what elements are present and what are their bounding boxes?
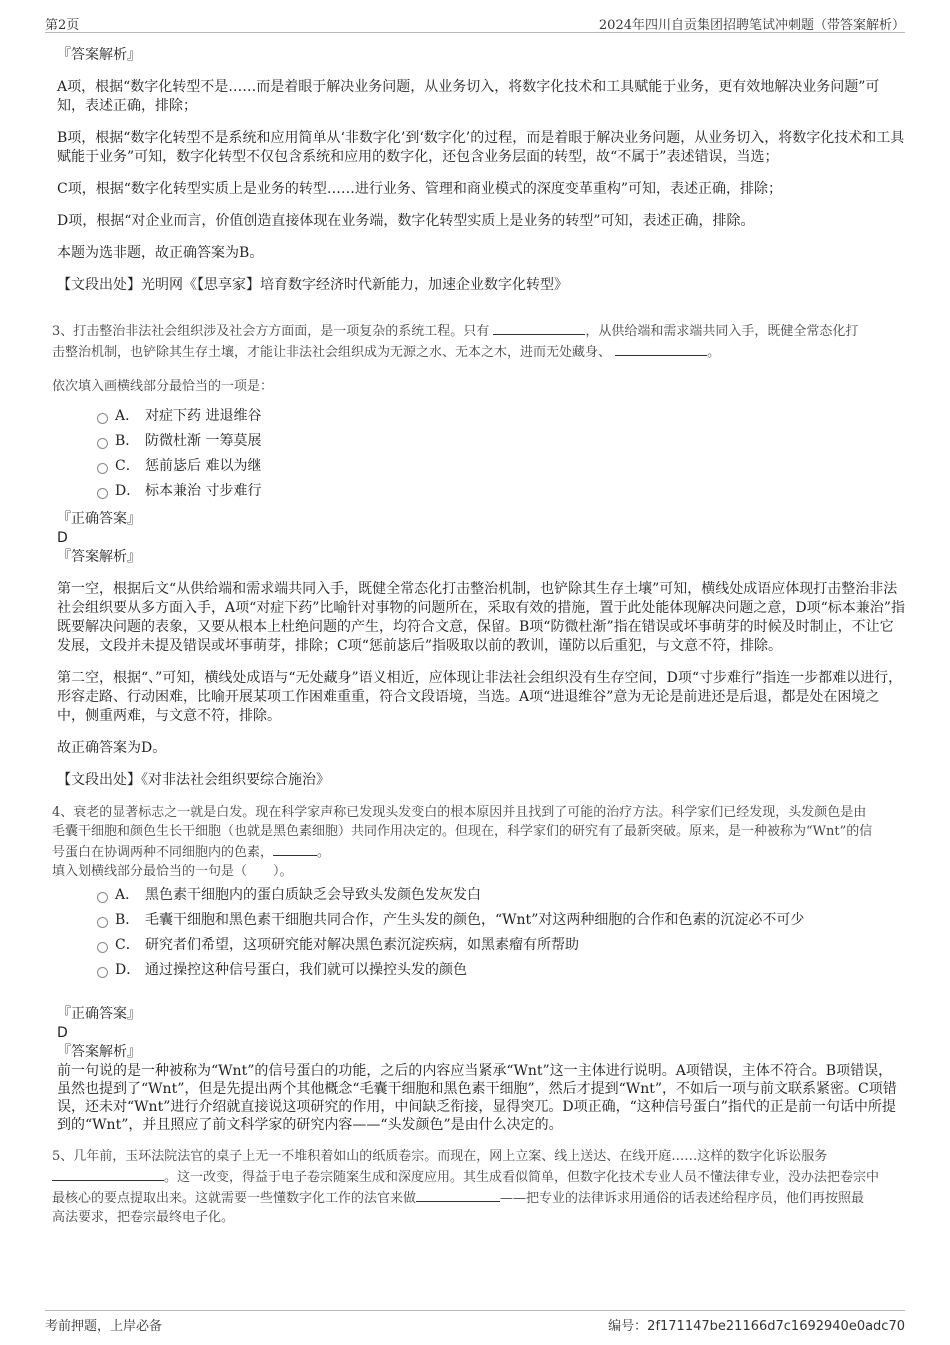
analysis-label: 『答案解析』 xyxy=(57,47,141,63)
option-label: D． xyxy=(115,483,141,499)
radio-button[interactable] xyxy=(97,413,108,424)
stem-text: 3、打击整治非法社会组织涉及社会方方面面，是一项复杂的系统工程。只有 xyxy=(52,324,490,339)
code-value: 2f171147be21166d7c1692940e0adc70 xyxy=(647,1319,905,1334)
radio-button[interactable] xyxy=(97,942,108,953)
option-text: 对症下药 进退维谷 xyxy=(145,408,262,424)
radio-button[interactable] xyxy=(97,892,108,903)
analysis-option-c: C项，根据“数字化转型实质上是业务的转型……进行业务、管理和商业模式的深度变革重构”可知，表述正确，排除； xyxy=(57,181,783,197)
document-title: 2024年四川自贡集团招聘笔试冲刺题（带答案解析） xyxy=(598,18,905,33)
fill-blank xyxy=(493,320,585,335)
footer-slogan: 考前押题，上岸必备 xyxy=(45,1319,163,1334)
stem-text: 。 xyxy=(707,345,721,360)
stem-text: 5、几年前，玉环法院法官的桌子上无一不堆积着如山的纸质卷宗。而现在，网上立案、线上送达、在线开庭……这样的数字化诉讼服务 xyxy=(52,1149,828,1164)
option-b[interactable] xyxy=(57,429,905,454)
analysis-label: 『答案解析』 xyxy=(57,1044,141,1060)
option-text: 惩前毖后 难以为继 xyxy=(145,458,262,474)
option-b[interactable] xyxy=(57,908,905,933)
option-label: B． xyxy=(115,912,140,928)
question-4-options xyxy=(57,883,905,983)
option-text: 毛囊干细胞和黑色素干细胞共同合作，产生头发的颜色，“Wnt”对这两种细胞的合作和色素的沉淀必不可少 xyxy=(145,912,805,928)
analysis-conclusion: 本题为选非题，故正确答案为B。 xyxy=(57,245,264,261)
radio-button[interactable] xyxy=(97,438,108,449)
stem-text: ，从供给端和需求端共同入手，既健全常态化打 xyxy=(585,324,859,339)
question-prompt: 填入划横线部分最恰当的一句是（ ）。 xyxy=(52,864,293,879)
option-label: A． xyxy=(115,408,140,424)
document-body xyxy=(52,46,905,1227)
question-5-stem xyxy=(52,1147,905,1227)
analysis-option-d: D项，根据“对企业而言，价值创造直接体现在业务端，数字化转型实质上是业务的转型”可知，表述正确，排除。 xyxy=(57,213,755,229)
option-d[interactable] xyxy=(57,479,905,504)
answer-label: 『正确答案』 xyxy=(57,511,141,527)
question-3-options xyxy=(57,404,905,504)
option-text: 黑色素干细胞内的蛋白质缺乏会导致头发颜色发灰发白 xyxy=(145,887,481,903)
source-citation: 【文段出处】光明网《【思享家】培育数字经济时代新能力，加速企业数字化转型》 xyxy=(57,277,568,293)
fill-blank xyxy=(52,1166,164,1181)
option-text: 通过操控这种信号蛋白，我们就可以操控头发的颜色 xyxy=(145,962,467,978)
document-code xyxy=(608,1315,905,1334)
option-text: 研究者们希望，这项研究能对解决黑色素沉淀疾病，如黑素瘤有所帮助 xyxy=(145,937,579,953)
analysis-conclusion: 故正确答案为D。 xyxy=(57,740,167,756)
option-text: 防微杜渐 一筹莫展 xyxy=(145,433,262,449)
analysis-paragraph-1: 第一空，根据后文“从供给端和需求端共同入手，既健全常态化打击整治机制，也铲除其生存土壤”可知，横线处成语应体现打击整治非法社会组织要从多方面入手，A项“对症下药”比喻针对事物的问题所在，采取有效的措施，置于此处能体现解决问题之意，D项“标本兼治”指既要解决问题的表象，又要从根本上杜绝问题的产生，均符合文意，保留。B项“防微杜渐”指在错误或坏事萌芽的时候及时制止，不让它发展，文段并未提及错误或坏事萌芽，排除；C项“惩前毖后”指吸取以前的教训，谨防以后重犯，与文意不符，排除。 xyxy=(57,581,905,654)
option-label: B． xyxy=(115,433,140,449)
option-a[interactable] xyxy=(57,883,905,908)
question-3-stem xyxy=(52,320,905,396)
analysis-paragraph-2: 第二空，根据“、”可知，横线处成语与“无处藏身”语义相近，应体现让非法社会组织没有生存空间，D项“寸步难行”指连一步都难以进行，形容走路、行动困难，比喻开展某项工作困难重重，符合文段语境，当选。A项“进退维谷”意为无论是前进还是后退，都是处在困境之中，侧重两难，与文意不符，排除。 xyxy=(57,670,903,724)
radio-button[interactable] xyxy=(97,488,108,499)
code-label: 编号： xyxy=(608,1319,648,1334)
page-header xyxy=(45,12,905,33)
source-citation: 【文段出处】《对非法社会组织要综合施治》 xyxy=(57,772,330,788)
analysis-option-b: B项，根据“数字化转型不是系统和应用简单从‘非数字化’到‘数字化’的过程，而是着眼于解决业务问题，从业务切入，将数字化技术和工具赋能于业务”可知，数字化转型不仅包含系统和应用的数字化，还包含业务层面的转型，故“不属于”表述错误，当选； xyxy=(57,130,905,165)
radio-button[interactable] xyxy=(97,917,108,928)
stem-text: 毛囊干细胞和颜色生长干细胞（也就是黑色素细胞）共同作用决定的。但现在，科学家们的研究有了最新突破。原来，是一种被称为“Wnt”的信 xyxy=(52,824,873,839)
option-label: D． xyxy=(115,962,141,978)
analysis-paragraph: 前一句说的是一种被称为“Wnt”的信号蛋白的功能，之后的内容应当紧承“Wnt”这一主体进行说明。A项错误，主体不符合。B项错误，虽然也提到了“Wnt”，但是先提出两个其他概念“毛囊干细胞和黑色素干细胞”，然后才提到“Wnt”，不如后一项与前文联系紧密。C项错误，还未对“Wnt”进行介绍就直接说这项研究的作用，中间缺乏衔接，显得突兀。D项正确，“这种信号蛋白”指代的正是前一句话中所提到的“Wnt”，并且照应了前文科学家的研究内容——“头发颜色”是由什么决定的。 xyxy=(57,1063,897,1133)
correct-answer: D xyxy=(57,530,68,546)
option-c[interactable] xyxy=(57,454,905,479)
analysis-label: 『答案解析』 xyxy=(57,549,141,565)
fill-blank xyxy=(615,341,707,356)
question-4-stem xyxy=(52,803,905,881)
option-c[interactable] xyxy=(57,933,905,958)
radio-button[interactable] xyxy=(97,967,108,978)
question-prompt: 依次填入画横线部分最恰当的一项是： xyxy=(52,379,274,394)
option-label: C． xyxy=(115,937,140,953)
page-number: 第2页 xyxy=(45,18,80,33)
option-label: A． xyxy=(115,887,140,903)
stem-text: 4、衰老的显著标志之一就是白发。现在科学家声称已发现头发变白的根本原因并且找到了可能的治疗方法。科学家们已经发现，头发颜色是由 xyxy=(52,805,867,820)
stem-text: ——把专业的法律诉求用通俗的话表述给程序员，他们再按照最 xyxy=(500,1191,865,1206)
stem-text: 高法要求，把卷宗最终电子化。 xyxy=(52,1210,235,1225)
answer-label: 『正确答案』 xyxy=(57,1006,141,1022)
radio-button[interactable] xyxy=(97,463,108,474)
stem-text: 。这一改变，得益于电子卷宗随案生成和深度应用。其生成看似简单，但数字化技术专业人员不懂法律专业，没办法把卷宗中 xyxy=(164,1170,880,1185)
page-footer xyxy=(45,1310,905,1333)
stem-text: 号蛋白在协调两种不同细胞内的色素， xyxy=(52,845,274,860)
fill-blank xyxy=(416,1187,500,1202)
correct-answer: D xyxy=(57,1025,68,1041)
option-text: 标本兼治 寸步难行 xyxy=(145,483,262,499)
option-a[interactable] xyxy=(57,404,905,429)
option-d[interactable] xyxy=(57,958,905,983)
stem-text: 最核心的要点提取出来。这就需要一些懂数字化工作的法官来做 xyxy=(52,1191,417,1206)
stem-text: 。 xyxy=(317,845,331,860)
fill-blank xyxy=(273,841,317,856)
option-label: C． xyxy=(115,458,140,474)
analysis-option-a: A项，根据“数字化转型不是……而是着眼于解决业务问题，从业务切入，将数字化技术和工具赋能于业务，更有效地解决业务问题”可知，表述正确，排除； xyxy=(57,79,880,114)
stem-text: 击整治机制，也铲除其生存土壤，才能让非法社会组织成为无源之水、无本之木，进而无处藏身、 xyxy=(52,345,612,360)
